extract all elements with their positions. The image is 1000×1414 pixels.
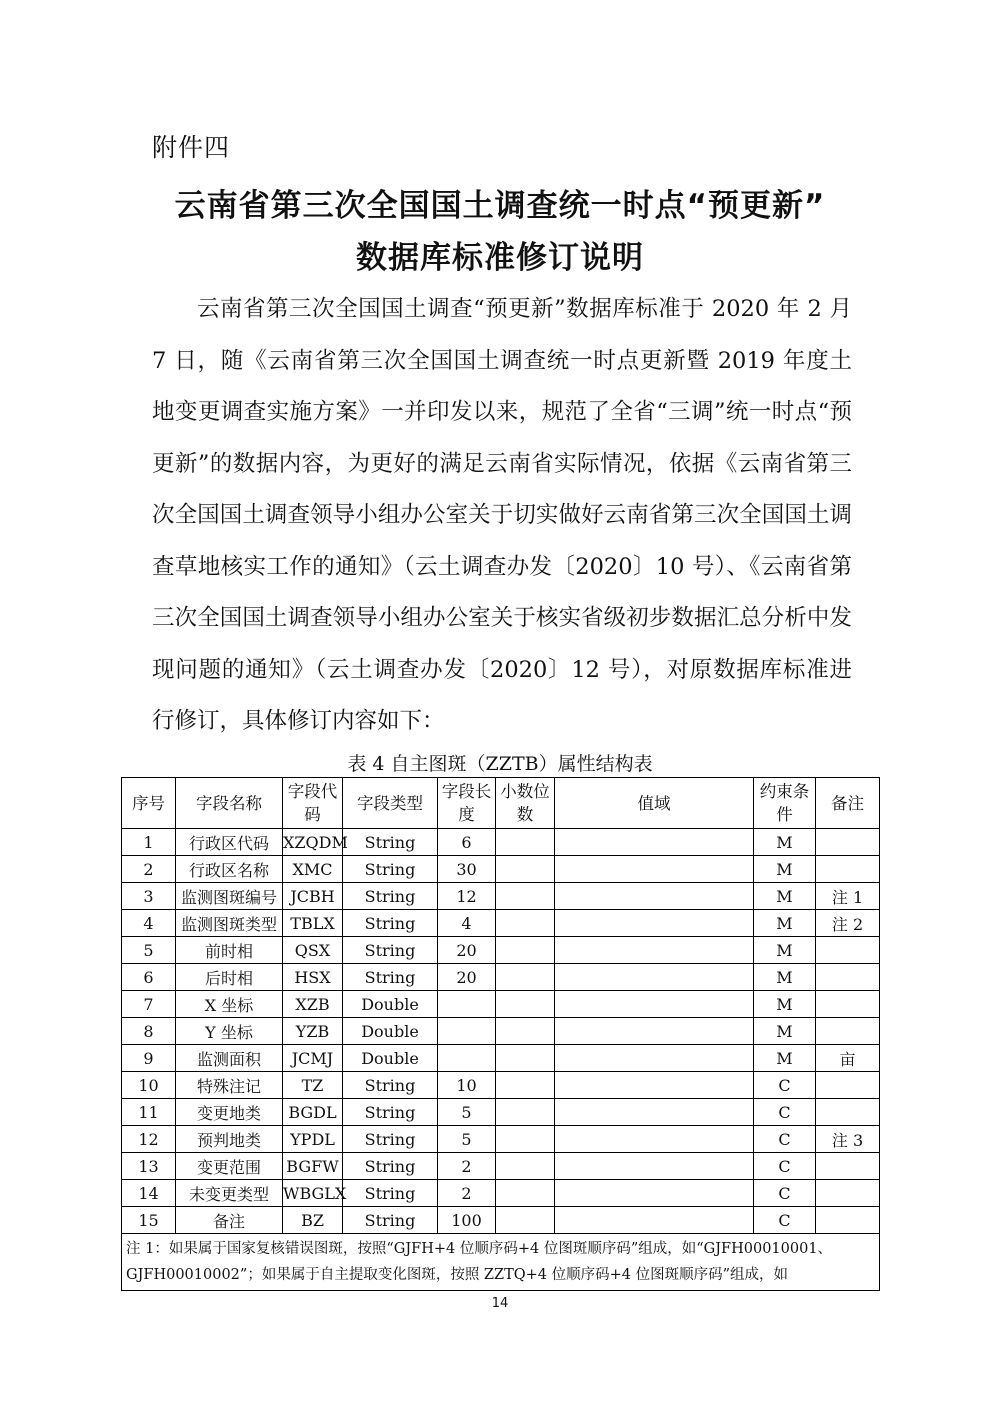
- cell-field-length: [438, 1018, 496, 1045]
- cell-decimals: [496, 1126, 555, 1153]
- cell-remark: [816, 964, 880, 991]
- cell-seq: 13: [122, 1153, 176, 1180]
- table-row: [122, 1180, 880, 1207]
- table-row: [122, 991, 880, 1018]
- cell-seq: 9: [122, 1045, 176, 1072]
- cell-constraint: M: [754, 964, 816, 991]
- cell-domain: [555, 829, 754, 856]
- cell-field-code: YPDL: [283, 1126, 343, 1153]
- cell-field-length: 10: [438, 1072, 496, 1099]
- cell-field-length: 2: [438, 1180, 496, 1207]
- cell-constraint: M: [754, 883, 816, 910]
- cell-field-type: String: [343, 1180, 438, 1207]
- cell-field-code: XZB: [283, 991, 343, 1018]
- cell-field-type: String: [343, 1126, 438, 1153]
- cell-field-code: TBLX: [283, 910, 343, 937]
- cell-seq: 12: [122, 1126, 176, 1153]
- cell-field-code: BGDL: [283, 1099, 343, 1126]
- cell-decimals: [496, 1099, 555, 1126]
- cell-decimals: [496, 1045, 555, 1072]
- attachment-label: 附件四: [152, 133, 231, 162]
- table-note: 注 1：如果属于国家复核错误图斑，按照“GJFH+4 位顺序码+4 位图斑顺序码”组成，如“GJFH00010001、GJFH00010002”；如果属于自主提取变化图斑，按照 ZZTQ+4 位顺序码+4 位图斑顺序码”组成，如: [122, 1234, 880, 1291]
- table-row: [122, 856, 880, 883]
- cell-field-name: 行政区代码: [176, 829, 283, 856]
- cell-field-code: YZB: [283, 1018, 343, 1045]
- cell-field-length: 2: [438, 1153, 496, 1180]
- cell-field-name: 未变更类型: [176, 1180, 283, 1207]
- table-row: [122, 829, 880, 856]
- cell-remark: [816, 1180, 880, 1207]
- cell-field-length: [438, 1045, 496, 1072]
- cell-field-code: BZ: [283, 1207, 343, 1234]
- cell-field-type: String: [343, 1099, 438, 1126]
- cell-field-code: HSX: [283, 964, 343, 991]
- cell-field-code: JCMJ: [283, 1045, 343, 1072]
- cell-seq: 15: [122, 1207, 176, 1234]
- table-row: [122, 1045, 880, 1072]
- cell-remark: 注 3: [816, 1126, 880, 1153]
- cell-field-name: 后时相: [176, 964, 283, 991]
- header-remark: 备注: [816, 778, 880, 829]
- cell-seq: 2: [122, 856, 176, 883]
- cell-remark: [816, 1099, 880, 1126]
- cell-constraint: C: [754, 1180, 816, 1207]
- cell-decimals: [496, 910, 555, 937]
- header-field-type: 字段类型: [343, 778, 438, 829]
- cell-field-length: [438, 991, 496, 1018]
- cell-remark: 注 2: [816, 910, 880, 937]
- table-row: [122, 1153, 880, 1180]
- cell-decimals: [496, 883, 555, 910]
- cell-seq: 11: [122, 1099, 176, 1126]
- cell-domain: [555, 964, 754, 991]
- table-note-row: [122, 1234, 880, 1291]
- cell-seq: 3: [122, 883, 176, 910]
- attribute-table: [121, 777, 880, 1291]
- cell-remark: [816, 829, 880, 856]
- table-row: [122, 910, 880, 937]
- cell-field-length: 20: [438, 964, 496, 991]
- cell-field-length: 4: [438, 910, 496, 937]
- cell-seq: 10: [122, 1072, 176, 1099]
- document-title-line2: 数据库标准修订说明: [356, 240, 644, 276]
- cell-field-code: TZ: [283, 1072, 343, 1099]
- header-decimals: 小数位数: [496, 778, 555, 829]
- cell-domain: [555, 1207, 754, 1234]
- cell-seq: 14: [122, 1180, 176, 1207]
- cell-decimals: [496, 1207, 555, 1234]
- cell-field-name: 备注: [176, 1207, 283, 1234]
- cell-remark: [816, 937, 880, 964]
- header-domain: 值域: [555, 778, 754, 829]
- cell-constraint: C: [754, 1207, 816, 1234]
- cell-field-name: 监测面积: [176, 1045, 283, 1072]
- header-field-name: 字段名称: [176, 778, 283, 829]
- cell-seq: 5: [122, 937, 176, 964]
- cell-field-length: 20: [438, 937, 496, 964]
- cell-field-name: 变更范围: [176, 1153, 283, 1180]
- cell-decimals: [496, 856, 555, 883]
- cell-field-name: 行政区名称: [176, 856, 283, 883]
- table-row: [122, 883, 880, 910]
- body-text: [152, 284, 852, 748]
- cell-constraint: M: [754, 1045, 816, 1072]
- cell-field-type: String: [343, 910, 438, 937]
- table-row: [122, 1018, 880, 1045]
- cell-field-code: BGFW: [283, 1153, 343, 1180]
- cell-field-type: String: [343, 937, 438, 964]
- cell-field-code: XMC: [283, 856, 343, 883]
- page-number: 14: [491, 1296, 509, 1311]
- cell-domain: [555, 856, 754, 883]
- cell-domain: [555, 910, 754, 937]
- cell-remark: [816, 1018, 880, 1045]
- cell-remark: [816, 1072, 880, 1099]
- cell-field-type: String: [343, 1153, 438, 1180]
- cell-field-length: 6: [438, 829, 496, 856]
- cell-field-length: 5: [438, 1126, 496, 1153]
- cell-field-length: 30: [438, 856, 496, 883]
- cell-field-name: X 坐标: [176, 991, 283, 1018]
- cell-field-name: 监测图斑类型: [176, 910, 283, 937]
- cell-field-code: QSX: [283, 937, 343, 964]
- table-row: [122, 1072, 880, 1099]
- table-body: [122, 829, 880, 1234]
- cell-constraint: M: [754, 829, 816, 856]
- cell-field-name: 预判地类: [176, 1126, 283, 1153]
- cell-field-name: 变更地类: [176, 1099, 283, 1126]
- cell-domain: [555, 1180, 754, 1207]
- cell-constraint: C: [754, 1126, 816, 1153]
- cell-domain: [555, 1153, 754, 1180]
- cell-decimals: [496, 1180, 555, 1207]
- cell-field-type: String: [343, 1072, 438, 1099]
- cell-decimals: [496, 1018, 555, 1045]
- cell-constraint: M: [754, 937, 816, 964]
- cell-domain: [555, 883, 754, 910]
- cell-constraint: C: [754, 1153, 816, 1180]
- cell-constraint: C: [754, 1099, 816, 1126]
- table-caption: 表 4 自主图斑（ZZTB）属性结构表: [347, 753, 653, 775]
- cell-domain: [555, 1018, 754, 1045]
- cell-remark: [816, 1207, 880, 1234]
- cell-domain: [555, 1099, 754, 1126]
- cell-field-length: 5: [438, 1099, 496, 1126]
- header-field-code: 字段代码: [283, 778, 343, 829]
- cell-field-type: Double: [343, 991, 438, 1018]
- cell-field-type: Double: [343, 1018, 438, 1045]
- cell-seq: 6: [122, 964, 176, 991]
- body-paragraph: 云南省第三次全国国土调查“预更新”数据库标准于 2020 年 2 月 7 日，随《云南省第三次全国国土调查统一时点更新暨 2019 年度土地变更调查实施方案》一并印发以来，规范了全省“三调”统一时点“预更新”的数据内容，为更好的满足云南省实际情况，依据《云南省第三次全国国土调查领导小组办公室关于切实做好云南省第三次全国国土调查草地核实工作的通知》（云土调查办发〔2020〕10 号）、《云南省第三次全国国土调查领导小组办公室关于核实省级初步数据汇总分析中发现问题的通知》（云土调查办发〔2020〕12 号），对原数据库标准进行修订，具体修订内容如下：: [152, 296, 852, 734]
- cell-domain: [555, 1045, 754, 1072]
- cell-field-type: String: [343, 964, 438, 991]
- cell-domain: [555, 937, 754, 964]
- table-row: [122, 1099, 880, 1126]
- cell-domain: [555, 1126, 754, 1153]
- header-field-length: 字段长度: [438, 778, 496, 829]
- cell-field-code: XZQDM: [283, 829, 343, 856]
- cell-field-name: 监测图斑编号: [176, 883, 283, 910]
- cell-field-name: 特殊注记: [176, 1072, 283, 1099]
- cell-remark: [816, 856, 880, 883]
- cell-constraint: M: [754, 991, 816, 1018]
- cell-decimals: [496, 1153, 555, 1180]
- cell-field-type: String: [343, 829, 438, 856]
- cell-domain: [555, 991, 754, 1018]
- cell-decimals: [496, 1072, 555, 1099]
- table-row: [122, 964, 880, 991]
- cell-field-length: 12: [438, 883, 496, 910]
- cell-field-code: WBGLX: [283, 1180, 343, 1207]
- table-row: [122, 1207, 880, 1234]
- cell-decimals: [496, 829, 555, 856]
- cell-constraint: M: [754, 1018, 816, 1045]
- cell-remark: [816, 991, 880, 1018]
- cell-field-name: Y 坐标: [176, 1018, 283, 1045]
- cell-decimals: [496, 991, 555, 1018]
- cell-remark: 亩: [816, 1045, 880, 1072]
- cell-field-type: Double: [343, 1045, 438, 1072]
- cell-seq: 4: [122, 910, 176, 937]
- cell-remark: 注 1: [816, 883, 880, 910]
- cell-seq: 1: [122, 829, 176, 856]
- cell-field-code: JCBH: [283, 883, 343, 910]
- table-row: [122, 937, 880, 964]
- cell-field-type: String: [343, 1207, 438, 1234]
- cell-seq: 8: [122, 1018, 176, 1045]
- cell-decimals: [496, 964, 555, 991]
- cell-field-name: 前时相: [176, 937, 283, 964]
- cell-field-length: 100: [438, 1207, 496, 1234]
- cell-constraint: M: [754, 856, 816, 883]
- table-header: [122, 778, 880, 829]
- cell-seq: 7: [122, 991, 176, 1018]
- table-row: [122, 1126, 880, 1153]
- cell-decimals: [496, 937, 555, 964]
- header-constraint: 约束条件: [754, 778, 816, 829]
- cell-field-type: String: [343, 856, 438, 883]
- cell-field-type: String: [343, 883, 438, 910]
- header-seq: 序号: [122, 778, 176, 829]
- document-title-line1: 云南省第三次全国国土调查统一时点“预更新”: [174, 188, 826, 224]
- cell-constraint: M: [754, 910, 816, 937]
- cell-remark: [816, 1153, 880, 1180]
- cell-constraint: C: [754, 1072, 816, 1099]
- cell-domain: [555, 1072, 754, 1099]
